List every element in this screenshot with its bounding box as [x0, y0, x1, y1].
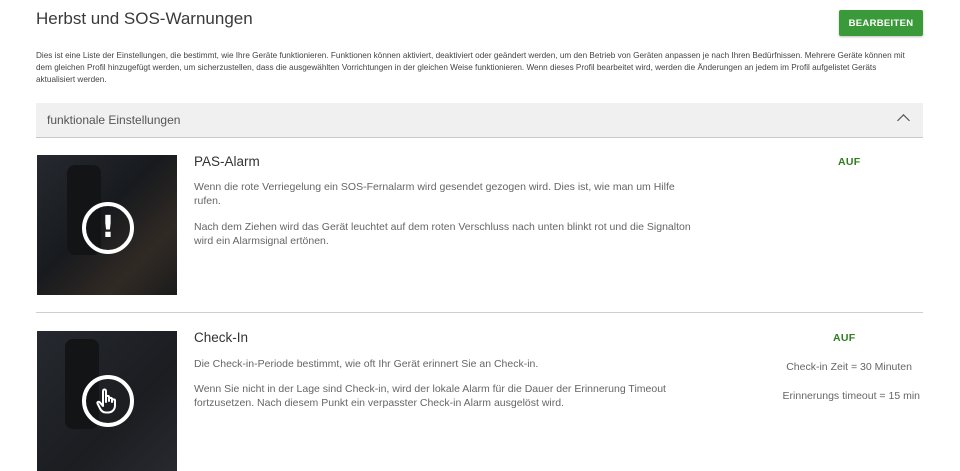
divider — [36, 312, 923, 313]
setting-name-check-in: Check-In — [194, 330, 249, 345]
section-header-functional-settings[interactable] — [36, 103, 923, 138]
setting-text: Die Check-in-Periode bestimmt, wie oft Ihr Gerät erinnert Sie an Check-in. — [194, 358, 539, 370]
touch-hand-icon — [82, 375, 134, 427]
page-title: Herbst und SOS-Warnungen — [36, 9, 253, 28]
status-badge: AUF — [838, 156, 861, 168]
setting-text: Wenn die rote Verriegelung ein SOS-Fernalarm wird gesendet gezogen wird. Dies ist, wie man um Hilfe rufen. — [194, 181, 675, 207]
setting-image-check-in — [37, 331, 177, 471]
setting-text: Nach dem Ziehen wird das Gerät leuchtet auf dem roten Verschluss nach unten blinkt rot und die Signalton wird ein Alarmsignal ertönen. — [194, 221, 691, 247]
status-badge: AUF — [833, 332, 856, 344]
chevron-up-icon[interactable] — [897, 114, 910, 127]
exclamation-icon: ! — [82, 202, 134, 254]
checkin-time-value: Check-in Zeit = 30 Minuten — [786, 361, 912, 373]
reminder-timeout-value: Erinnerungs timeout = 15 min — [782, 390, 920, 402]
setting-image-pas-alarm — [37, 155, 177, 295]
setting-name-pas-alarm: PAS-Alarm — [194, 154, 260, 169]
edit-button[interactable]: BEARBEITEN — [839, 10, 923, 36]
setting-text: Wenn Sie nicht in der Lage sind Check-in, wird der lokale Alarm für die Dauer der Erinnerung Timeout fortzusetzen. Nach diesem Punkt ein verpasster Check-in Alarm ausgelöst wird. — [194, 383, 666, 409]
page-description: Dies ist eine Liste der Einstellungen, die bestimmt, wie Ihre Geräte funktionieren. Funktionen können aktiviert, deaktiviert oder geändert werden, um den Betrieb von Geräten anpassen je nach Ihren Bedürfnissen. Mehrere Geräte können mit dem gleichen Profil hinzugefügt werden, um sicherzustellen, dass die ausgewählten Vorrichtungen in der gleichen Weise funktionieren. Wenn dieses Profil bearbeitet wird, werden die Änderungen an jedem im Profil aufgelistet Geräts aktualisiert werden. — [36, 51, 905, 84]
section-title: funktionale Einstellungen — [47, 113, 181, 127]
